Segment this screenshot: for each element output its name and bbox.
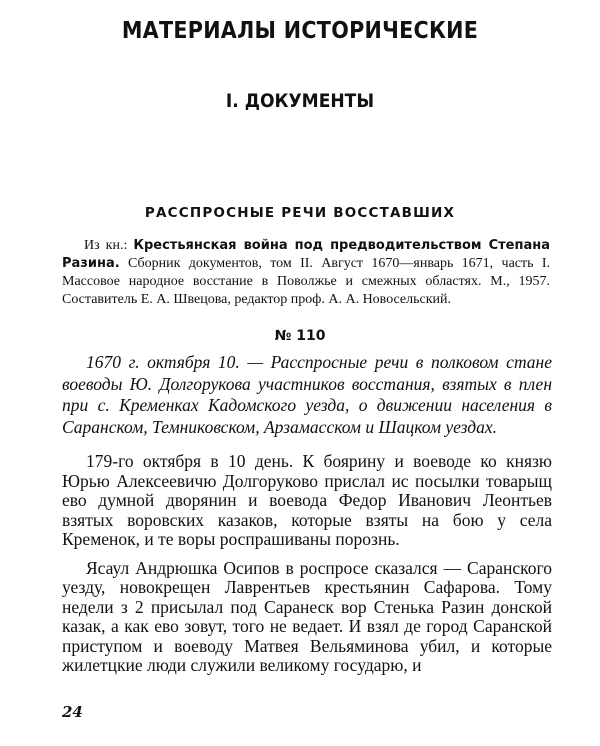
body-paragraph-2: Ясаул Андрюшка Осипов в роспросе сказался — Саранского уезду, новокрещен Лаврентьев крестьянин Сафарова. Тому недели з 2 присылал под Саранеск вор Стенька Разин донской казак, а как ево зовут, того не ведает. И взял де город Саранской приступом и воеводу Матвея Вельяминова убил, и которые жилетцкие люди служили великому государю, и	[62, 557, 552, 675]
page-number: 24	[62, 703, 83, 721]
body-paragraph-1: 179-го октября в 10 день. К боярину и воеводе ко князю Юрью Алексеевичю Долгоруково прислал ис посылки товарыщ ево думной дворянин и воевода Федор Иванович Леонтьев взятых воровских казаков, которые взяты на бою у села Кременок, и те воры роспрашиваны порознь.	[62, 451, 552, 549]
source-reference	[62, 237, 550, 309]
source-details: Сборник документов, том II. Август 1670—январь 1671, часть I. Массовое народное восстание в Поволжье и смежных областях. М., 1957. Составитель Е. А. Швецова, редактор проф. А. А. Новосельский.	[62, 256, 550, 307]
source-book-title: Крестьянская война под предводительством Степана Разина.	[62, 238, 550, 271]
document-title: РАССПРОСНЫЕ РЕЧИ ВОССТАВШИХ	[144, 205, 456, 221]
document-summary	[62, 352, 552, 438]
main-title: МАТЕРИАЛЫ ИСТОРИЧЕСКИЕ	[121, 18, 479, 44]
source-text	[62, 237, 550, 309]
summary-text: 1670 г. октября 10. — Расспросные речи в полковом стане воеводы Ю. Долгорукова участников восстания, взятых в плен при с. Кременках Кадомского уезда, о движении населения в Саранском, Темниковском, Арзамасском и Шацком уездах.	[62, 352, 552, 437]
source-prefix: Из кн.:	[84, 238, 134, 253]
document-number: № 110	[274, 328, 326, 344]
section-title: I. ДОКУМЕНТЫ	[225, 90, 375, 112]
document-body	[62, 452, 552, 685]
